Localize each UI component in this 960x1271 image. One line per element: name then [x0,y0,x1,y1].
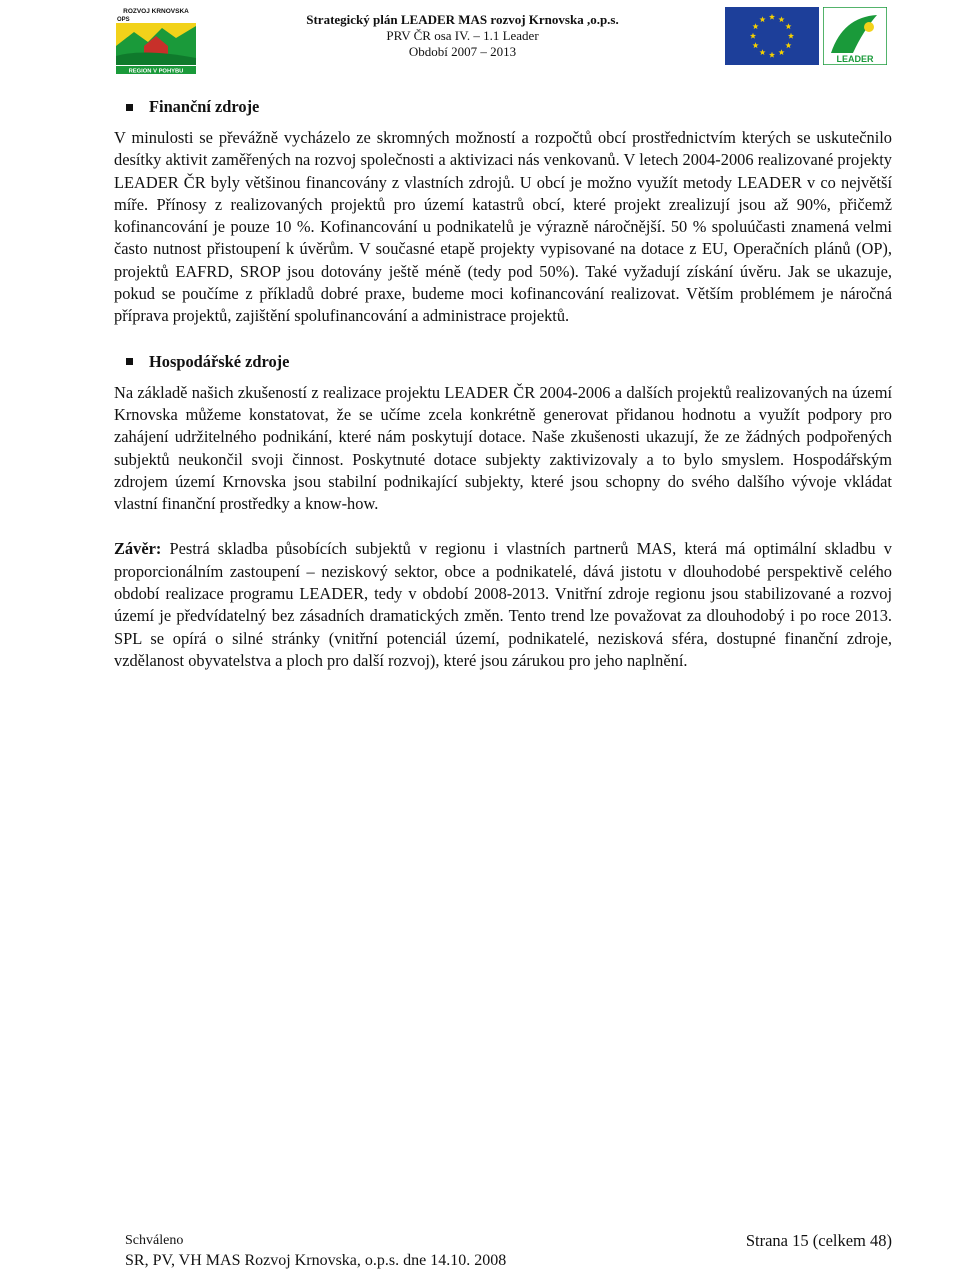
section-heading-text: Finanční zdroje [149,97,260,116]
section-paragraph-hospodarske-zdroje: Na základě našich zkušeností z realizace projektu LEADER ČR 2004-2006 a dalších projektů realizovaných na území Krnovska můžeme konstatovat, že se učíme zcela konkrétně generovat přidanou hodnotu a využít podpory pro zahájení udržitelného podnikání, které nám poskytují dotace. Naše zkušenosti ukazují, že ze žádných podpořených subjektů neukončil svoji činnost. Poskytnuté dotace subjekty zaktivizovaly a to bylo smyslem. Hospodářským zdrojem území Krnovska jsou stabilní podnikající subjekty, které jsou schopny do svého dalšího vývoje vkládat vlastní finanční prostředky a know-how. [114,382,892,514]
page-number: Strana 15 (celkem 48) [745,1231,892,1250]
approval-signoff: SR, PV, VH MAS Rozvoj Krnovska, o.p.s. dne 14.10. 2008 [125,1252,507,1269]
page-content [114,96,892,672]
section-heading-hospodarske-zdroje [114,351,892,373]
section-heading-financni-zdroje [114,96,892,118]
header-text-block [220,12,705,60]
program-line: PRV ČR osa IV. – 1.1 Leader [386,28,539,43]
square-bullet-icon [126,104,133,111]
conclusion-label: Závěr: [114,539,162,559]
leader-logo [823,7,887,65]
conclusion-paragraph [114,538,892,672]
leader-logo-text: LEADER [836,54,874,64]
logo-left-top-text: ROZVOJ KRNOVSKA [123,8,189,15]
page-footer [125,1231,892,1271]
square-bullet-icon [126,358,133,365]
logo-left-ops-text: OPS [117,17,130,23]
conclusion-text: Pestrá skladba působících subjektů v regionu i vlastních partnerů MAS, která má optimální skladbu v proporcionálním zastoupení – neziskový sektor, obce a podnikatelé, dává jistotu v dlouhodobé perspektivě celého období realizace programu LEADER, tedy v období 2008-2013. Vnitřní zdroje regionu jsou stabilizované a rozvoj území je předvídatelný bez zásadních dramatických změn. Tento trend lze považovat za dlouhodobý i po roce 2013. SPL se opírá o silné stránky (vnitřní potenciál území, podnikatelé, nezisková sféra, dostupné finanční zdroje, vzdělanost obyvatelstva a ploch pro další rozvoj), které jsou zárukou pro jeho naplnění. [114,539,892,670]
period-line: Období 2007 – 2013 [408,44,517,59]
section-heading-text: Hospodářské zdroje [149,351,290,371]
logo-left-bottom-text: REGION V POHYBU [128,68,184,74]
rozvoj-krnovska-logo [114,6,198,74]
leader-sun-shape [864,22,874,32]
approved-label: Schváleno [125,1233,184,1248]
section-paragraph-financni-zdroje: V minulosti se převážně vycházelo ze skromných možností a rozpočtů obcí prostřednictvím kterých se uskutečnilo desítky aktivit zaměřených na rozvoj společnosti a aktivizaci nás venkovanů. V letech 2004-2006 realizované projekty LEADER ČR byly většinou financovány z vlastních zdrojů. U obcí je možno využít metody LEADER v co největší míře. Přínosy z realizovaných projektů pro území katastrů obcí, které projekt zrealizují jsou až 90%, přičemž kofinancování je pouze 10 %. Kofinancování u podnikatelů je výrazně náročnější. 50 % spoluúčasti znamená velmi často nutnost přistoupení k úvěrům. V současné etapě projekty vypisované na dotace z EU, Operačních plánů (OP), projektů EAFRD, SROP jsou dotovány ještě méně (tedy pod 50%). Také vyžadují získání úvěru. Jak se ukazuje, pokud se poučíme z příkladů dobré praxe, budeme moci kofinancování realizovat. Větším problémem je náročná příprava projektů, zajištění spolufinancování a administrace projektů. [114,128,892,326]
page-header [0,0,960,80]
eu-flag-logo [725,7,819,65]
document-title: Strategický plán LEADER MAS rozvoj Krnovska ,o.p.s. [306,12,619,27]
